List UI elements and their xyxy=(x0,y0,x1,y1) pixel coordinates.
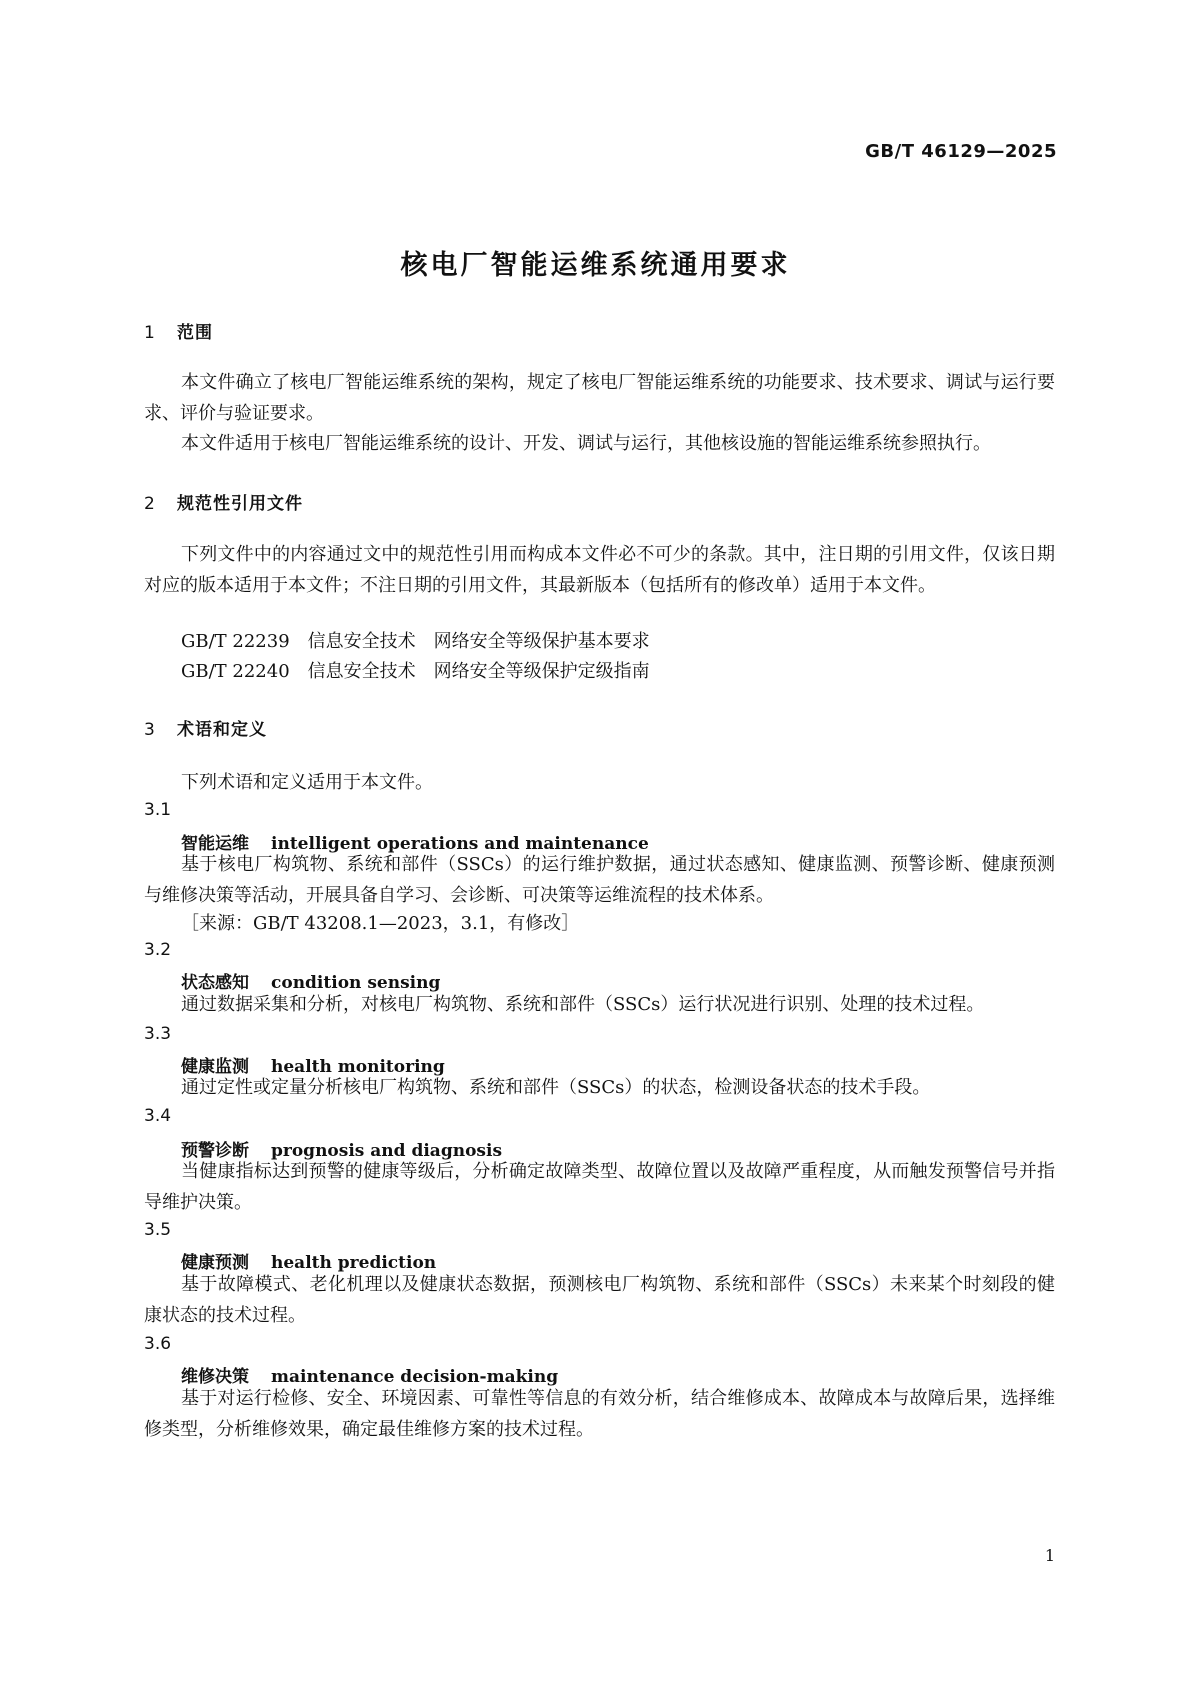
section-intro: 下列术语和定义适用于本文件。 xyxy=(181,772,433,793)
term-definition: 当健康指标达到预警的健康等级后，分析确定故障类型、故障位置以及故障严重程度，从而触发预警信号并指导维护决策。 xyxy=(144,1161,1055,1213)
term-en: intelligent operations and maintenance xyxy=(271,834,649,854)
clause-number: 3.1 xyxy=(144,800,172,820)
term-zh: 状态感知 xyxy=(181,973,249,993)
section-2-heading xyxy=(144,489,303,514)
clause-number: 3.6 xyxy=(144,1334,172,1354)
section-number: 3 xyxy=(144,720,156,740)
section-number: 2 xyxy=(144,494,156,514)
term-definition: 基于对运行检修、安全、环境因素、可靠性等信息的有效分析，结合维修成本、故障成本与故障后果，选择维修类型，分析维修效果，确定最佳维修方案的技术过程。 xyxy=(144,1388,1055,1440)
reference-item: GB/T 22240 信息安全技术 网络安全等级保护定级指南 xyxy=(181,661,650,682)
document-title: 核电厂智能运维系统通用要求 xyxy=(400,250,791,281)
clause-number: 3.5 xyxy=(144,1220,172,1240)
term-en: health prediction xyxy=(271,1253,437,1273)
paragraph: 本文件确立了核电厂智能运维系统的架构，规定了核电厂智能运维系统的功能要求、技术要求、调试与运行要求、评价与验证要求。 xyxy=(144,372,1055,424)
clause-number: 3.4 xyxy=(144,1106,172,1126)
reference-item: GB/T 22239 信息安全技术 网络安全等级保护基本要求 xyxy=(181,631,650,652)
page-number: 1 xyxy=(1044,1546,1055,1565)
term-en: health monitoring xyxy=(271,1057,445,1077)
section-3-heading xyxy=(144,715,267,740)
term-source: ［来源：GB/T 43208.1—2023，3.1，有修改］ xyxy=(181,913,580,934)
term-zh: 健康预测 xyxy=(181,1253,249,1273)
standard-code: GB/T 46129—2025 xyxy=(865,141,1057,162)
clause-number: 3.2 xyxy=(144,940,172,960)
term-zh: 预警诊断 xyxy=(181,1141,249,1161)
section-number: 1 xyxy=(144,323,156,343)
term-en: maintenance decision-making xyxy=(271,1367,559,1387)
term-zh: 智能运维 xyxy=(181,834,249,854)
term-zh: 维修决策 xyxy=(181,1367,249,1387)
term-definition: 基于核电厂构筑物、系统和部件（SSCs）的运行维护数据，通过状态感知、健康监测、预警诊断、健康预测与维修决策等活动，开展具备自学习、会诊断、可决策等运维流程的技术体系。 xyxy=(144,854,1055,906)
clause-number: 3.3 xyxy=(144,1024,172,1044)
section-1-heading xyxy=(144,318,213,343)
section-title: 术语和定义 xyxy=(177,720,267,740)
paragraph: 本文件适用于核电厂智能运维系统的设计、开发、调试与运行，其他核设施的智能运维系统参照执行。 xyxy=(181,433,991,454)
term-definition: 基于故障模式、老化机理以及健康状态数据，预测核电厂构筑物、系统和部件（SSCs）未来某个时刻段的健康状态的技术过程。 xyxy=(144,1274,1055,1326)
section-title: 规范性引用文件 xyxy=(177,494,303,514)
paragraph: 下列文件中的内容通过文中的规范性引用而构成本文件必不可少的条款。其中，注日期的引用文件，仅该日期对应的版本适用于本文件；不注日期的引用文件，其最新版本（包括所有的修改单）适用于本文件。 xyxy=(144,544,1055,596)
term-definition: 通过定性或定量分析核电厂构筑物、系统和部件（SSCs）的状态，检测设备状态的技术手段。 xyxy=(181,1077,931,1098)
term-zh: 健康监测 xyxy=(181,1057,249,1077)
term-en: prognosis and diagnosis xyxy=(271,1141,503,1161)
section-title: 范围 xyxy=(177,323,213,343)
term-en: condition sensing xyxy=(271,973,441,993)
term-definition: 通过数据采集和分析，对核电厂构筑物、系统和部件（SSCs）运行状况进行识别、处理的技术过程。 xyxy=(181,994,985,1015)
